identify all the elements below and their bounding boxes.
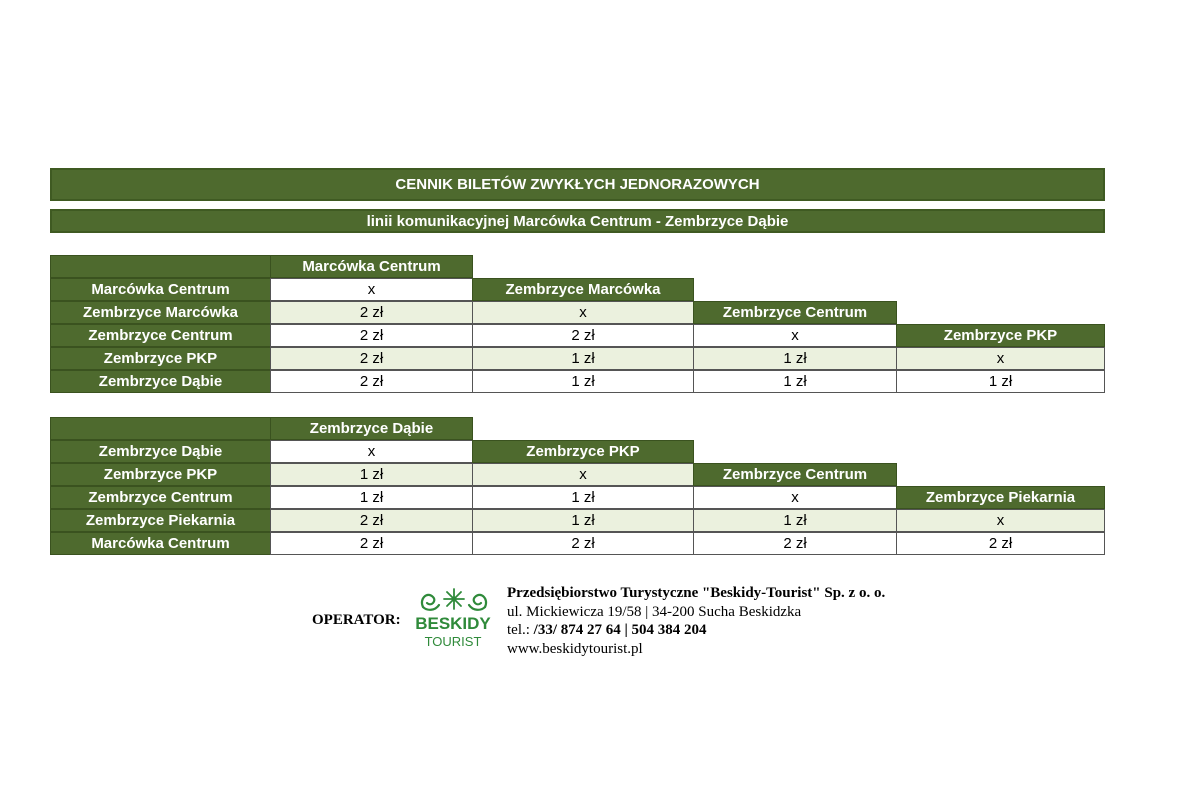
operator-label: OPERATOR:	[312, 612, 401, 628]
fare-cell: 1 zł	[270, 463, 473, 486]
fare-table-2	[50, 417, 1105, 557]
fare-cell: 1 zł	[472, 509, 694, 532]
row-header: Zembrzyce Marcówka	[50, 301, 271, 324]
subtitle-banner	[50, 209, 1105, 233]
logo-text-beskidy: BESKIDY	[415, 614, 491, 633]
page-subtitle: linii komunikacyjnej Marcówka Centrum - Zembrzyce Dąbie	[366, 212, 789, 230]
table-corner	[50, 255, 271, 278]
row-header: Zembrzyce Dąbie	[50, 370, 271, 393]
company-phone	[507, 621, 885, 640]
fare-cell: 2 zł	[693, 532, 897, 555]
fare-cell: x	[472, 301, 694, 324]
fare-cell: 1 zł	[270, 486, 473, 509]
table-corner	[50, 417, 271, 440]
fare-table-1	[50, 255, 1105, 395]
column-header: Zembrzyce Centrum	[693, 301, 897, 324]
row-header: Zembrzyce Centrum	[50, 486, 271, 509]
company-info	[507, 584, 885, 658]
column-header: Zembrzyce Dąbie	[270, 417, 473, 440]
row-header: Zembrzyce PKP	[50, 347, 271, 370]
fare-cell: 1 zł	[472, 486, 694, 509]
fare-cell: 1 zł	[693, 370, 897, 393]
company-name: Przedsiębiorstwo Turystyczne "Beskidy-Tourist" Sp. z o. o.	[507, 585, 886, 601]
fare-cell: 2 zł	[270, 370, 473, 393]
fare-cell: 2 zł	[896, 532, 1105, 555]
fare-cell: x	[693, 486, 897, 509]
row-header: Zembrzyce Dąbie	[50, 440, 271, 463]
fare-cell: 2 zł	[270, 301, 473, 324]
fare-cell: 1 zł	[693, 347, 897, 370]
row-header: Zembrzyce Centrum	[50, 324, 271, 347]
row-header: Zembrzyce Piekarnia	[50, 509, 271, 532]
company-address: ul. Mickiewicza 19/58 | 34-200 Sucha Beskidzka	[507, 603, 802, 620]
logo-text-tourist: TOURIST	[424, 634, 482, 649]
fare-cell: x	[270, 278, 473, 301]
fare-cell: 2 zł	[472, 532, 694, 555]
fare-cell: 2 zł	[270, 324, 473, 347]
company-website[interactable]: www.beskidytourist.pl	[507, 640, 643, 657]
title-banner	[50, 168, 1105, 201]
fare-cell: x	[896, 347, 1105, 370]
fare-cell: 2 zł	[472, 324, 694, 347]
fare-cell: 2 zł	[270, 347, 473, 370]
phone-label: tel.:	[507, 622, 534, 638]
phone-numbers: /33/ 874 27 64 | 504 384 204	[533, 622, 707, 638]
fare-cell: 2 zł	[270, 532, 473, 555]
fare-cell: x	[472, 463, 694, 486]
page-title: CENNIK BILETÓW ZWYKŁYCH JEDNORAZOWYCH	[395, 176, 760, 193]
fare-cell: 1 zł	[896, 370, 1105, 393]
column-header: Zembrzyce PKP	[896, 324, 1105, 347]
column-header: Zembrzyce Piekarnia	[896, 486, 1105, 509]
row-header: Marcówka Centrum	[50, 532, 271, 555]
fare-cell: x	[896, 509, 1105, 532]
column-header: Zembrzyce PKP	[472, 440, 694, 463]
row-header: Marcówka Centrum	[50, 278, 271, 301]
fare-cell: x	[270, 440, 473, 463]
fare-cell: 1 zł	[693, 509, 897, 532]
column-header: Marcówka Centrum	[270, 255, 473, 278]
fare-cell: 2 zł	[270, 509, 473, 532]
fare-cell: 1 zł	[472, 370, 694, 393]
fare-cell: x	[693, 324, 897, 347]
fare-cell: 1 zł	[472, 347, 694, 370]
column-header: Zembrzyce Centrum	[693, 463, 897, 486]
column-header: Zembrzyce Marcówka	[472, 278, 694, 301]
row-header: Zembrzyce PKP	[50, 463, 271, 486]
